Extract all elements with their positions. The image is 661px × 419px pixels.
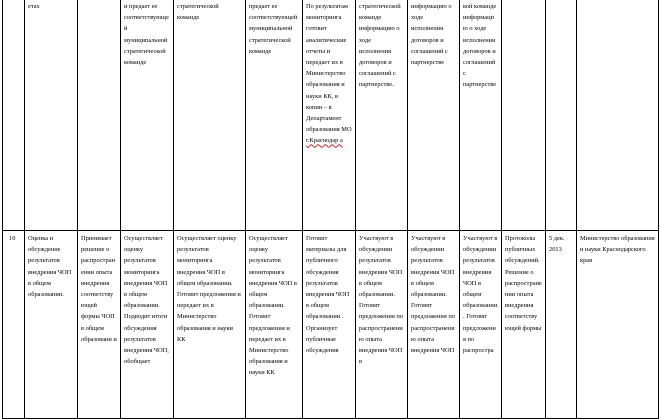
cell: Участвуют в обсуждении результатов внедрения ЧОП в общем образовании. Готовят предложения по распространению опыта внедрения ЧОП в — [356, 231, 408, 419]
cell — [577, 0, 659, 231]
cell — [78, 0, 121, 231]
row-number: 10 — [3, 231, 25, 419]
cell-text: По результатам мониторинга готовит аналитические отчеты и передает их в Министерство образования и науки КК, в копии – в Департамент образования МО — [306, 3, 352, 134]
table-row — [3, 0, 659, 231]
cell: Участвуют в обсуждении результатов внедрения ЧОП в общем образовании. Готовят предложения по распространению опыта внедрения ЧОП — [408, 231, 460, 419]
cell: Осуществляет оценку результатов мониторинга внедрения ЧОП в общем образовании. Готовит предложения и передает их в Министерство образования и науки КК — [246, 231, 303, 419]
cell: Принимает решение о распространении опыта внедрения соответствующей формы ЧОП в общем образовани и — [78, 231, 121, 419]
cell — [546, 0, 577, 231]
cell-empty — [3, 0, 25, 231]
cell-report — [303, 0, 356, 231]
cell: стратегической команде информацию о ходе исполнения договоров и соглашений с партнерстве. — [356, 0, 408, 231]
cell-date: 5 дек. 2013 — [546, 231, 577, 419]
table-row — [3, 231, 659, 419]
cell: Осуществляет оценку результатов мониторинга внедрения ЧОП в общем образовании. Подводит итоги обсуждения результатов внедрения ЧОП, обобщает — [121, 231, 174, 419]
cell: Осуществляет оценку результатов мониторинга внедрения ЧОП в общем образовании. Готовит предложения и передает их в Министерство образования и науки КК — [174, 231, 246, 419]
cell — [502, 0, 546, 231]
cell: Участвуют в обсуждении результатов внедрения ЧОП в общем образовании. Готовят предложения по распростра — [460, 231, 502, 419]
cell: Оценка и обсуждение результатов внедрения ЧОП в общем образовании. — [25, 231, 78, 419]
cell-responsible: Министерство образования и науки Краснодарского края — [577, 231, 659, 419]
cell: Протоколы публичных обсуждений. Решение о распространении опыта внедрения соответствующей формы — [502, 231, 546, 419]
cell: етах — [25, 0, 78, 231]
cell: и предает ее соответствующей муниципальной стратегической команде — [121, 0, 174, 231]
cell: информацию о ходе исполнения договоров и соглашений с партнерстве — [408, 0, 460, 231]
cell: предает ее соответствующей муниципальной стратегической команде — [246, 0, 303, 231]
cell: Готовит материалы для публичного обсуждения результатов внедрения ЧОП в общем образовании . Организует публичные обсуждения — [303, 231, 356, 419]
plan-table — [2, 0, 659, 419]
cell: стратегической команде — [174, 0, 246, 231]
city-text: г.Краснодар а — [306, 137, 343, 145]
cell: кой команде информацию о ходе исполнения договоров и соглашений с партнерстве — [460, 0, 502, 231]
